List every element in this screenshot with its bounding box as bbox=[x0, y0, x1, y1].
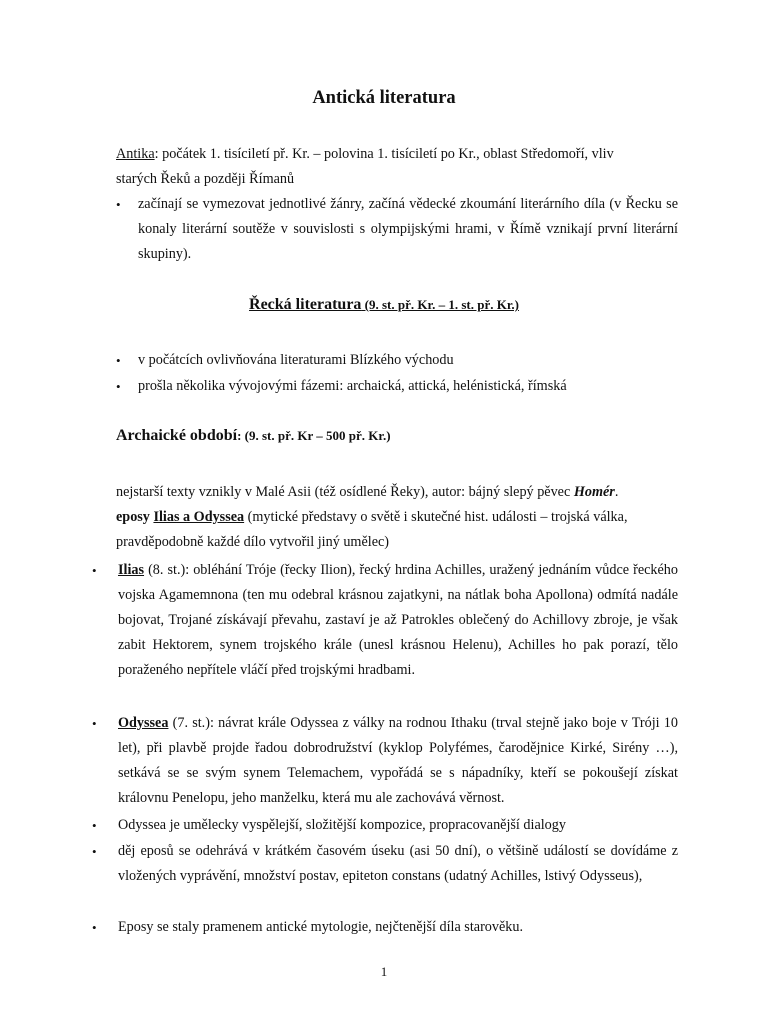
bullet-marker: • bbox=[92, 920, 97, 935]
greek-heading-main: Řecká literatura bbox=[249, 296, 362, 313]
archaic-heading bbox=[116, 427, 391, 445]
page-number: 1 bbox=[380, 964, 388, 979]
greek-bullet-1: v počátcích ovlivňována literaturami Blízkého východu bbox=[138, 352, 454, 368]
bullet-marker: • bbox=[116, 353, 121, 368]
homer-name: Homér bbox=[573, 484, 615, 500]
list-item: děj eposů se odehrává v krátkém časovém úseku (asi 50 dní), o většině událostí se dovídáme z vložených vyprávění, množství postav, epiteton constans (udatný Achilles, lstivý Odysseus), bbox=[118, 843, 678, 884]
intro-line1: : počátek 1. tisíciletí př. Kr. – polovina 1. tisíciletí po Kr., oblast Středomoří, vliv bbox=[154, 146, 614, 162]
page-title: Antická literatura bbox=[312, 88, 456, 108]
intro-bullet: začínají se vymezovat jednotlivé žánry, začíná vědecké zkoumání literárního díla (v Řecku se konaly literární soutěže v souvislosti s olympijskými hrami, v Římě vznikají první literární skupiny). bbox=[138, 196, 678, 262]
archaic-p2: (mytické představy o světě i skutečné hist. události – trojská válka, bbox=[244, 509, 628, 525]
archaic-p3: pravděpodobně každé dílo vytvořil jiný umělec) bbox=[116, 534, 390, 550]
bullet-marker: • bbox=[116, 379, 121, 394]
eposy-title: Ilias a Odyssea bbox=[153, 509, 245, 525]
archaic-heading-main: Archaické období bbox=[116, 427, 238, 444]
bullet-marker: • bbox=[116, 197, 121, 212]
list-item: Odyssea je umělecky vyspělejší, složitější kompozice, propracovanější dialogy bbox=[118, 817, 566, 833]
bullet-marker: • bbox=[92, 716, 97, 731]
greek-bullet-2: prošla několika vývojovými fázemi: archaická, attická, helénistická, římská bbox=[138, 378, 567, 394]
list-item-odyssea bbox=[118, 711, 678, 811]
archaic-heading-dates: : (9. st. př. Kr – 500 př. Kr.) bbox=[237, 428, 391, 443]
bullet-marker: • bbox=[92, 844, 97, 859]
bullet-marker: • bbox=[92, 818, 97, 833]
archaic-paragraph bbox=[116, 480, 678, 555]
item-term: Ilias bbox=[118, 562, 145, 578]
eposy-label: eposy bbox=[116, 509, 154, 525]
list-item: Eposy se staly pramenem antické mytologie, nejčtenější díla starověku. bbox=[118, 919, 524, 935]
item-text: (7. st.): návrat krále Odyssea z války na rodnou Ithaku (trval stejně jako boje v Tróji 10 let), při plavbě projde řadou dobrodružství (kyklop Polyfémes, čarodějnice Kirké, Sirény …), setkává se se svým synem Telemachem, vypořádá se s nápadníky, kteří se pokoušejí získat královnu Penelopu, jeho manželku, která mu ale zachovává věrnost. bbox=[118, 715, 678, 806]
intro-paragraph bbox=[116, 142, 678, 192]
intro-term: Antika bbox=[116, 146, 155, 162]
list-item-ilias bbox=[118, 558, 678, 683]
intro-line2: starých Řeků a později Římanů bbox=[116, 171, 295, 187]
item-term: Odyssea bbox=[118, 715, 169, 731]
greek-heading bbox=[0, 296, 768, 314]
greek-heading-dates: (9. st. př. Kr. – 1. st. př. Kr.) bbox=[361, 297, 519, 312]
archaic-p1-end: . bbox=[614, 484, 619, 500]
item-text: (8. st.): obléhání Tróje (řecky Ilion), řecký hrdina Achilles, uražený jednáním vůdce řeckého vojska Agamemnona (ten mu odebral krásnou zajatkyni, na nátlak boha Apollona) odmítá nadále bojovat, Trojané získávají převahu, zastaví je až Patrokles oblečený do Achillovy zbroje, je však zabit Hektorem, synem trojského krále (unesl krásnou Helenu), Achilles ho pak porazí, tělo poraženého nepřítele vláčí před trojskými hradbami. bbox=[118, 562, 678, 678]
archaic-p1: nejstarší texty vznikly v Malé Asii (též osídlené Řeky), autor: bájný slepý pěvec bbox=[116, 484, 574, 500]
bullet-marker: • bbox=[92, 563, 97, 578]
